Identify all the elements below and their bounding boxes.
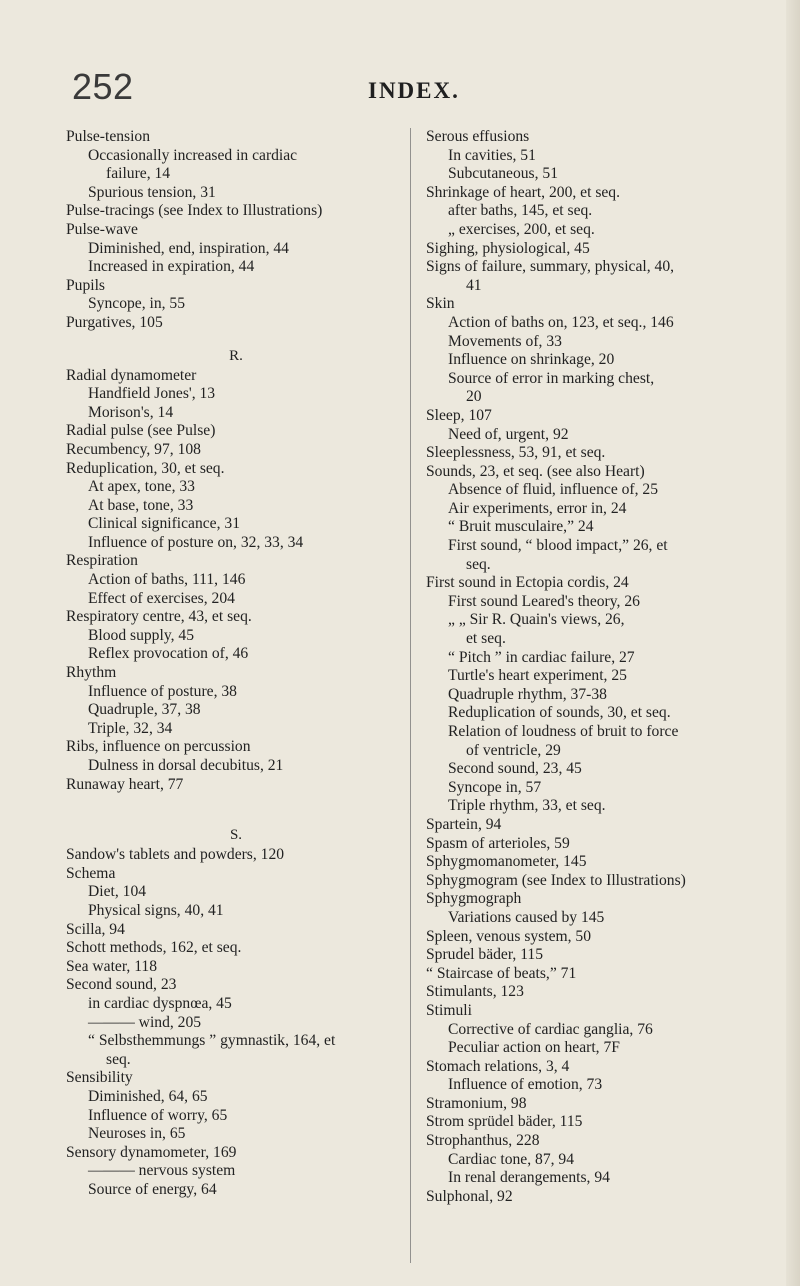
- index-subentry: Peculiar action on heart, 7F: [448, 1039, 620, 1057]
- index-subentry: Reduplication of sounds, 30, et seq.: [448, 704, 671, 722]
- index-entry: “ Staircase of beats,” 71: [426, 964, 577, 982]
- index-subentry: Influence of worry, 65: [88, 1106, 228, 1124]
- index-subentry: Movements of, 33: [448, 332, 562, 350]
- index-subentry: Quadruple, 37, 38: [88, 701, 201, 719]
- index-subentry: Handfield Jones', 13: [88, 385, 216, 403]
- index-subentry: after baths, 145, et seq.: [448, 202, 593, 220]
- index-entry: Respiration: [66, 552, 138, 570]
- index-entry: Sleeplessness, 53, 91, et seq.: [426, 444, 606, 462]
- index-entry: Sighing, physiological, 45: [426, 239, 590, 257]
- index-entry: Runaway heart, 77: [66, 775, 184, 793]
- index-subentry: Morison's, 14: [88, 403, 174, 421]
- index-entry: Scilla, 94: [66, 920, 125, 938]
- index-entry: Pulse-tension: [66, 128, 151, 145]
- index-subentry: Turtle's heart experiment, 25: [448, 667, 627, 685]
- index-subentry: Syncope in, 57: [448, 778, 542, 796]
- index-subentry: In cavities, 51: [448, 146, 536, 164]
- index-entry: Sprudel bäder, 115: [426, 946, 544, 964]
- index-subentry: Action of baths on, 123, et seq., 146: [448, 313, 674, 331]
- index-entry: Sphygmomanometer, 145: [426, 853, 587, 871]
- index-subentry: Relation of loudness of bruit to force: [448, 723, 679, 740]
- index-subentry: At base, tone, 33: [88, 496, 194, 514]
- index-subentry: Diminished, end, inspiration, 44: [88, 239, 289, 257]
- index-entry: Skin: [426, 295, 455, 313]
- index-subentry: failure, 14: [106, 165, 171, 183]
- index-subentry: Triple, 32, 34: [88, 719, 173, 737]
- index-entry: Signs of failure, summary, physical, 40,: [426, 258, 675, 276]
- index-entry: Spleen, venous system, 50: [426, 927, 592, 945]
- index-entry: Recumbency, 97, 108: [66, 440, 201, 458]
- index-subentry: Diet, 104: [88, 883, 147, 901]
- index-subentry: Subcutaneous, 51: [448, 165, 559, 183]
- section-letter-heading: S.: [229, 827, 243, 844]
- index-subentry: Syncope, in, 55: [88, 295, 186, 313]
- index-subentry: Cardiac tone, 87, 94: [448, 1150, 575, 1168]
- index-subentry: Dulness in dorsal decubitus, 21: [88, 757, 284, 774]
- index-subentry: Action of baths, 111, 146: [88, 571, 246, 589]
- index-subentry: 20: [466, 388, 482, 406]
- index-subentry: Influence of emotion, 73: [448, 1076, 603, 1094]
- index-entry: Stimuli: [426, 1001, 472, 1019]
- index-entry: Sulphonal, 92: [426, 1187, 513, 1205]
- index-column-right: [426, 128, 766, 1206]
- index-subentry: Physical signs, 40, 41: [88, 901, 224, 919]
- index-entry: Spartein, 94: [426, 815, 502, 833]
- index-subentry: “ Selbsthemmungs ” gymnastik, 164, et: [88, 1032, 336, 1050]
- index-entry: Rhythm: [66, 664, 117, 682]
- index-entry: Sea water, 118: [66, 957, 158, 975]
- index-subentry: “ Bruit musculaire,” 24: [448, 518, 594, 536]
- index-entry: Second sound, 23: [66, 976, 177, 994]
- index-subentry: et seq.: [466, 630, 506, 648]
- index-subentry: 41: [466, 276, 482, 294]
- index-subentry: Influence of posture on, 32, 33, 34: [88, 533, 304, 551]
- index-entry: Sphygmogram (see Index to Illustrations): [426, 871, 686, 889]
- index-entry: Schott methods, 162, et seq.: [66, 939, 242, 957]
- index-subentry: First sound, “ blood impact,” 26, et: [448, 537, 668, 555]
- index-subentry: seq.: [106, 1050, 131, 1068]
- index-subentry: Source of energy, 64: [88, 1180, 217, 1198]
- index-subentry: Absence of fluid, influence of, 25: [448, 481, 659, 499]
- index-column-left: [66, 128, 406, 1199]
- index-entry: Pupils: [66, 276, 105, 294]
- index-subentry: Effect of exercises, 204: [88, 589, 235, 607]
- index-entry: Shrinkage of heart, 200, et seq.: [426, 183, 621, 201]
- index-subentry: Variations caused by 145: [448, 908, 605, 926]
- index-subentry: First sound Leared's theory, 26: [448, 592, 640, 610]
- index-subentry: Second sound, 23, 45: [448, 760, 582, 778]
- index-entry: Sandow's tablets and powders, 120: [66, 846, 285, 864]
- page-edge: [786, 0, 800, 1286]
- index-subentry: Air experiments, error in, 24: [448, 499, 627, 517]
- index-subentry: ——— nervous system: [88, 1162, 236, 1180]
- index-subentry: Source of error in marking chest,: [448, 369, 655, 387]
- index-subentry: ——— wind, 205: [88, 1013, 202, 1031]
- index-subentry: seq.: [466, 555, 491, 573]
- index-entry: Ribs, influence on percussion: [66, 738, 251, 756]
- index-subentry: „ exercises, 200, et seq.: [448, 220, 595, 238]
- page-number: 252: [72, 66, 134, 107]
- index-subentry: Influence of posture, 38: [88, 682, 237, 700]
- index-entry: Strom sprüdel bäder, 115: [426, 1113, 583, 1131]
- index-entry: Radial pulse (see Pulse): [66, 422, 216, 440]
- index-entry: Radial dynamometer: [66, 366, 197, 384]
- index-entry: Sleep, 107: [426, 406, 492, 424]
- index-subentry: Spurious tension, 31: [88, 183, 216, 201]
- index-entry: Purgatives, 105: [66, 313, 163, 331]
- index-subentry: Occasionally increased in cardiac: [88, 146, 298, 164]
- index-subentry: Diminished, 64, 65: [88, 1087, 208, 1105]
- index-entry: Sensory dynamometer, 169: [66, 1143, 237, 1161]
- section-gap: [66, 794, 406, 812]
- index-subentry: Quadruple rhythm, 37-38: [448, 685, 607, 703]
- index-subentry: “ Pitch ” in cardiac failure, 27: [448, 648, 635, 666]
- index-subentry: in cardiac dyspnœa, 45: [88, 994, 232, 1012]
- index-subentry: of ventricle, 29: [466, 741, 561, 759]
- index-entry: Pulse-wave: [66, 220, 138, 238]
- index-subentry: Corrective of cardiac ganglia, 76: [448, 1020, 653, 1038]
- column-divider: [410, 128, 411, 1263]
- index-subentry: Blood supply, 45: [88, 626, 194, 644]
- index-entry: Respiratory centre, 43, et seq.: [66, 608, 252, 626]
- index-entry: Reduplication, 30, et seq.: [66, 459, 225, 477]
- index-subentry: At apex, tone, 33: [88, 478, 195, 496]
- index-entry: Pulse-tracings (see Index to Illustrations): [66, 202, 323, 220]
- index-subentry: Triple rhythm, 33, et seq.: [448, 797, 606, 815]
- index-entry: Sphygmograph: [426, 890, 522, 908]
- index-subentry: „ „ Sir R. Quain's views, 26,: [448, 611, 625, 629]
- index-subentry: Clinical significance, 31: [88, 515, 240, 533]
- section-letter-heading: R.: [229, 347, 243, 364]
- index-entry: Sensibility: [66, 1069, 133, 1087]
- index-entry: Stramonium, 98: [426, 1094, 527, 1112]
- index-subentry: Reflex provocation of, 46: [88, 645, 249, 663]
- index-entry: Schema: [66, 864, 116, 882]
- index-subentry: Need of, urgent, 92: [448, 425, 569, 443]
- index-subentry: In renal derangements, 94: [448, 1169, 610, 1187]
- index-entry: Serous effusions: [426, 128, 530, 145]
- index-subentry: Neuroses in, 65: [88, 1125, 186, 1143]
- index-entry: Spasm of arterioles, 59: [426, 834, 570, 852]
- index-entry: Stimulants, 123: [426, 983, 524, 1001]
- index-entry: Strophanthus, 228: [426, 1132, 540, 1150]
- index-entry: Sounds, 23, et seq. (see also Heart): [426, 462, 645, 480]
- index-subentry: Increased in expiration, 44: [88, 258, 255, 276]
- index-subentry: Influence on shrinkage, 20: [448, 351, 615, 369]
- index-entry: First sound in Ectopia cordis, 24: [426, 574, 629, 592]
- index-entry: Stomach relations, 3, 4: [426, 1057, 570, 1075]
- running-head: INDEX.: [368, 78, 460, 103]
